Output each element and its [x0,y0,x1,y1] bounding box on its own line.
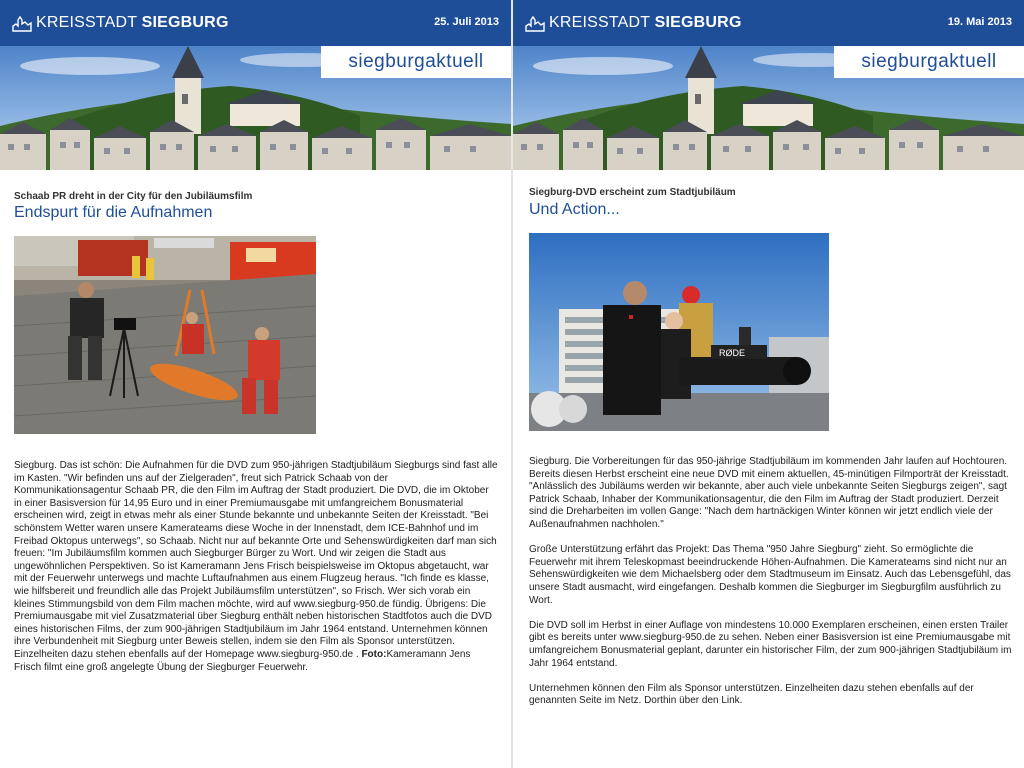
header-bar [513,0,1024,46]
body-paragraph: Unternehmen können den Film als Sponsor unterstützen. Einzelheiten dazu stehen ebenfalls auf der genannten Seite im Netz. Dorthin über den Link. [529,682,974,707]
body-paragraph: Die DVD soll im Herbst in einer Auflage von mindestens 10.000 Exemplaren erscheinen, einen ersten Trailer gibt es bereits unter www.siegburg-950.de zu sehen. Neben einer Basisversion ist eine Premiumausgabe mit umfangreichem Bonusmaterial geplant, darunter ein historischer Film, der zum 900-jährigen Stadtjubiläum im Jahr 1964 entstand. [529,619,1012,669]
photo-credit-label: Foto: [361,648,387,660]
newsletter-page-may [513,0,1024,768]
city-logo [12,12,229,34]
article-body [529,456,1015,708]
article-kicker: Siegburg-DVD erscheint zum Stadtjubiläum [529,187,736,198]
body-paragraph: Große Unterstützung erfährt das Projekt: Das Thema "950 Jahre Siegburg" zieht. So ermöglichte die Feuerwehr mit ihrem Teleskopmast beeindruckende Höhen-Aufnahmen. Die Kamerateams sind nicht nur an Sehenswürdigkeiten wie dem Michaelsberg oder dem Stadtmuseum im Einsatz. Auch das Lebensgefühl, das unsere Stadt ausmacht, wird eingefangen. Deshalb kommen die Siegburger im Siegburgfilm ausführlich zu Wort. [529,544,1011,606]
article-photo-firefighter-drill [14,236,316,434]
header-bar [0,0,511,46]
skyline-logo-icon [12,14,32,32]
logo-text-light: KREISSTADT [549,14,650,31]
logo-text-bold: SIEGBURG [654,14,742,31]
article-photo-camera-team [529,233,829,431]
banner-label: siegburgaktuell [321,46,511,78]
article-headline: Und Action... [529,201,620,218]
body-text: Siegburg. Das ist schön: Die Aufnahmen für die DVD zum 950-jährigen Stadtjubiläum Siegburgs sind fast alle im Kasten. "Wir befinden uns auf der Zielgeraden", freut sich Patrick Schaab von der Kommunikationsagentur Schaab PR, die den Film im Auftrag der Stadt produziert. Die DVD, die im Oktober in einer Basisversion für 14,95 Euro und in einer Premiumausgabe mit umfangreichem Bonusmaterial erscheinen wird, zeigt in etwas mehr als einer Stunde bekannte und unbekannte Seiten der Kreisstadt. "Bei schönstem Wetter waren unsere Kamerateams diese Woche in der Innenstadt, dem ICE-Bahnhof und im Freibad Oktopus unterwegs", so Schaab. Nicht nur auf bekannte Orte und Sehenswürdigkeiten darf man sich freuen: "Im Jubiläumsfilm kommen auch Siegburger Bürger zu Wort. Und wir zeigen die Stadt aus ungewöhnlichen Perspektiven. So ist Kameramann Jens Frisch beispielsweise im Oktopus abgetaucht, war mit der Feuerwehr unterwegs und machte Luftaufnahmen aus einem Flugzeug heraus. "Ich finde es klasse, wie hilfsbereit und freundlich alle das Projekt Jubiläumsfilm unterstützen", so Frisch. Wer sich vorab ein kleines Stimmungsbild von dem Film machen möchte, wird auf www.siegburg-950.de fündig. Übrigens: Die Premiumausgabe mit viel Zusatzmaterial über Siegburg enthält neben historischen Stadtfotos auch die DVD eines historischen Films, der zum 900-jährigen Stadtjubiläum im Jahr 1964 entstand. Unternehmen können ihre Verbundenheit mit Siegburg unter Beweis stellen, indem sie den Film als Sponsor unterstützen. Einzelheiten dazu stehen ebenfalls auf der Homepage www.siegburg-950.de . [14,460,498,660]
article-body [14,460,498,674]
body-paragraph: Siegburg. Die Vorbereitungen für das 950-jährige Stadtjubiläum im kommenden Jahr laufen auf Hochtouren. Bereits diesen Herbst erscheint eine neue DVD mit einem aktuellen, 45-minütigen Filmporträt der Kreisstadt. "Anlässlich des Jubiläums werden wir bekannte, aber auch viele unbekannte Seiten Siegburgs zeigen", sagt Patrick Schaab, Inhaber der Kommunikationsagentur, die den Film im Auftrag der Stadt produziert. Derzeit sind die Dreharbeiten im vollen Gange: "Nach dem hartnäckigen Winter können wir jetzt endlich viele der Außenaufnahmen nachholen." [529,456,1009,530]
article-headline: Endspurt für die Aufnahmen [14,204,213,221]
logo-text-bold: SIEGBURG [141,14,229,31]
logo-wordmark [36,14,229,32]
camera-brand-text: RØDE [719,348,746,358]
city-logo [525,12,742,34]
photo-caption: Kameramann Jens Frisch filmt eine groß angelegte Übung der Siegburger Feuerwehr. [14,648,471,673]
issue-date: 19. Mai 2013 [947,16,1012,28]
newsletter-page-july [0,0,511,768]
body-paragraph [14,460,498,674]
logo-wordmark [549,14,742,32]
banner-label: siegburgaktuell [834,46,1024,78]
logo-text-light: KREISSTADT [36,14,137,31]
issue-date: 25. Juli 2013 [434,16,499,28]
skyline-logo-icon [525,14,545,32]
article-kicker: Schaab PR dreht in der City für den Jubiläumsfilm [14,191,253,202]
